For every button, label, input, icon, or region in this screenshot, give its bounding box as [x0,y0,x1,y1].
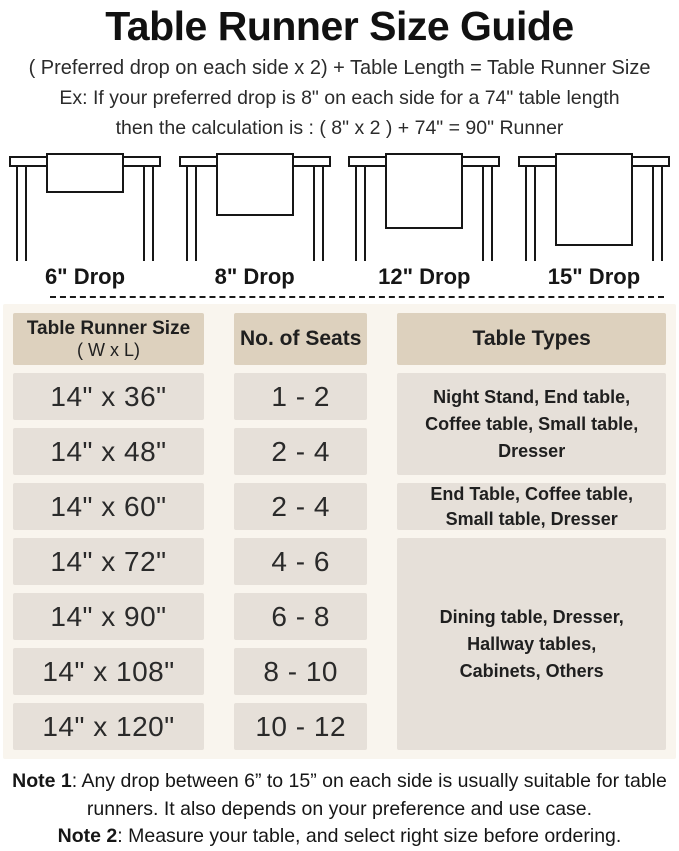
dashed-divider [50,296,664,298]
table-leg-icon [525,166,536,261]
seats-value: 1 - 2 [234,373,367,420]
table-runner-icon [216,153,294,216]
table-runner-icon [385,153,463,229]
table-leg-icon [355,166,366,261]
table-leg-icon [652,166,663,261]
seats-value: 6 - 8 [234,593,367,640]
size-value: 14" x 108" [13,648,204,695]
drop-illustrations [0,153,679,261]
note-2 [10,823,669,851]
table-types-value: Dining table, Dresser, Hallway tables, Cabinets, Others [397,538,666,750]
table-leg-icon [313,166,324,261]
table-leg-icon [482,166,493,261]
note-2-text: : Measure your table, and select right size before ordering. [117,825,622,848]
page-title: Table Runner Size Guide [105,3,574,49]
size-value: 14" x 120" [13,703,204,750]
size-value: 14" x 72" [13,538,204,585]
size-value: 14" x 48" [13,428,204,475]
column-header-runner-size [13,313,204,365]
size-table-panel [3,304,676,759]
header-subtext: ( W x L) [77,339,141,360]
column-header-seats: No. of Seats [234,313,367,365]
column-seats [234,313,367,750]
table-figure-8in-drop [179,153,331,261]
table-leg-icon [16,166,27,261]
example-line-2: then the calculation is : ( 8" x 2 ) + 74" = 90" Runner [115,117,564,139]
note-2-label: Note 2 [57,825,118,848]
column-runner-size [13,313,204,750]
size-table [13,313,666,750]
seats-value: 4 - 6 [234,538,367,585]
header [0,0,679,140]
table-leg-icon [143,166,154,261]
size-value: 14" x 36" [13,373,204,420]
column-table-types [397,313,666,750]
formula-line: ( Preferred drop on each side x 2) + Table Length = Table Runner Size [28,57,651,79]
drop-label-8in: 8" Drop [214,264,295,289]
note-1-text: : Any drop between 6” to 15” on each side is usually suitable for table runners. It also depends on your preference and use case. [71,770,667,820]
seats-value: 8 - 10 [234,648,367,695]
drop-label-6in: 6" Drop [44,264,126,289]
table-runner-icon [46,153,124,193]
table-types-value: End Table, Coffee table, Small table, Dresser [397,483,666,530]
drop-label-15in: 15" Drop [547,264,641,289]
table-figure-15in-drop [518,153,670,261]
size-value: 14" x 90" [13,593,204,640]
seats-value: 2 - 4 [234,428,367,475]
table-figure-12in-drop [348,153,500,261]
notes-section [0,768,679,851]
header-text: Table Runner Size [26,317,191,339]
note-1-label: Note 1 [12,770,72,792]
drop-labels [0,264,679,290]
table-types-value: Night Stand, End table, Coffee table, Small table, Dresser [397,373,666,475]
example-line-1: Ex: If your preferred drop is 8" on each side for a 74" table length [59,87,620,109]
table-figure-6in-drop [9,153,161,261]
column-header-table-types: Table Types [397,313,666,365]
seats-value: 10 - 12 [234,703,367,750]
size-value: 14" x 60" [13,483,204,530]
table-leg-icon [186,166,197,261]
seats-value: 2 - 4 [234,483,367,530]
drop-label-12in: 12" Drop [378,264,471,289]
table-runner-icon [555,153,633,246]
note-1 [10,768,669,823]
